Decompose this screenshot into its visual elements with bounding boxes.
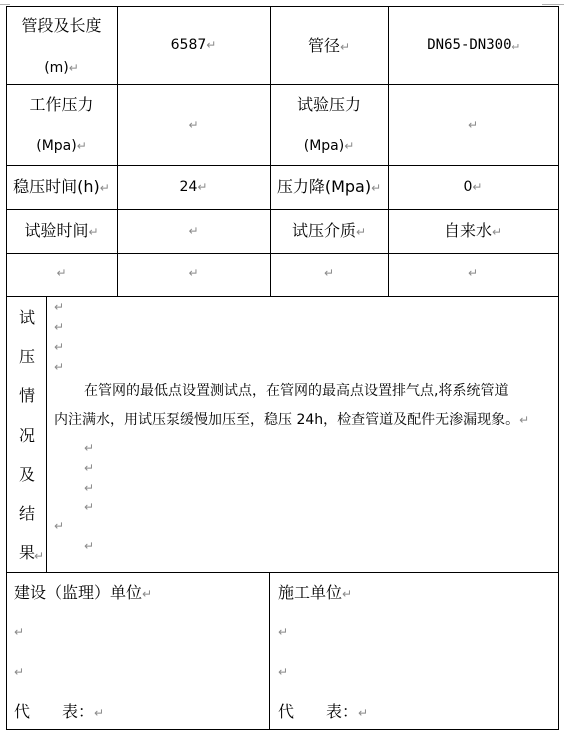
paragraph-mark: ↵: [14, 665, 25, 679]
working-pressure-label: 工作压力: [29, 95, 94, 114]
row-divider: [6, 165, 559, 166]
paragraph-mark: ↵: [84, 481, 95, 495]
paragraph-mark: ↵: [84, 441, 95, 455]
empty-cell: ↵: [323, 266, 335, 280]
row-divider: [6, 209, 559, 210]
left-representative-label: 代 表：↵: [14, 702, 105, 721]
result-label-char: 果: [18, 543, 35, 562]
test-pressure-unit: (Mpa)↵: [303, 138, 355, 154]
table-border-right: [558, 6, 559, 730]
construction-supervision-unit-title: 建设（监理）单位↵: [14, 583, 153, 602]
table-border-left: [6, 6, 7, 730]
paragraph-mark: ↵: [54, 340, 65, 354]
paragraph-mark: ↵: [54, 519, 65, 533]
page-corner-mark: [542, 4, 564, 5]
row-divider: [6, 296, 559, 297]
row-divider: [6, 572, 559, 573]
test-pressure-label: 试验压力: [296, 95, 361, 114]
empty-cell: ↵: [56, 266, 67, 280]
result-label-char: 及: [18, 465, 35, 484]
paragraph-mark: ↵: [84, 500, 95, 514]
test-result-paragraph: [54, 377, 558, 435]
paragraph-line: 内注满水，用试压泵缓慢加压至，稳压 24h，检查管道及配件无渗漏现象。↵: [54, 412, 530, 428]
pressure-drop-value: 0↵: [463, 179, 483, 195]
result-label-char: 试: [18, 308, 35, 327]
paragraph-mark: ↵: [84, 461, 95, 475]
paragraph-mark: ↵: [54, 300, 65, 314]
test-medium-value: 自来水↵: [443, 221, 503, 240]
row-divider: [6, 84, 559, 85]
stabilization-time-label: 稳压时间(h)↵: [13, 177, 110, 196]
pipe-section-label: 管段及长度: [21, 16, 102, 35]
signature-divider: [269, 572, 270, 730]
pipe-section-unit: (m)↵: [44, 60, 79, 76]
paragraph-mark: ↵: [54, 360, 65, 374]
working-pressure-value: ↵: [188, 118, 199, 132]
test-time-label: 试验时间↵: [24, 221, 99, 240]
paragraph-mark: ↵: [84, 539, 95, 553]
right-representative-label: 代 表：↵: [278, 702, 369, 721]
result-label-divider: [46, 296, 47, 573]
stabilization-time-value: 24↵: [179, 179, 208, 195]
test-time-value: ↵: [188, 224, 199, 238]
page-corner-mark: [0, 4, 10, 5]
pipe-length-value: 6587↵: [170, 37, 217, 53]
result-label-char: 情: [18, 386, 35, 405]
table-border-top: [6, 6, 559, 7]
row-divider: [6, 253, 559, 254]
pressure-drop-label: 压力降(Mpa)↵: [276, 177, 382, 196]
paragraph-line: 在管网的最低点设置测试点，在管网的最高点设置排气点,将系统管道: [84, 383, 509, 399]
result-label-char: 压: [18, 347, 35, 366]
empty-cell: ↵: [188, 266, 199, 280]
paragraph-mark: ↵: [278, 625, 289, 639]
result-label-char: 结: [18, 504, 35, 523]
pipe-diameter-label: 管径↵: [307, 36, 351, 55]
paragraph-mark: ↵: [14, 625, 25, 639]
paragraph-mark: ↵: [34, 549, 45, 563]
pipe-diameter-value: DN65-DN300↵: [427, 37, 519, 53]
result-label-char: 况: [18, 426, 35, 445]
construction-unit-title: 施工单位↵: [278, 583, 353, 602]
working-pressure-unit: (Mpa)↵: [36, 138, 87, 154]
test-medium-label: 试压介质↵: [291, 221, 367, 240]
paragraph-mark: ↵: [278, 665, 289, 679]
table-border-bottom: [6, 729, 559, 730]
paragraph-mark: ↵: [54, 320, 65, 334]
test-pressure-value: ↵: [467, 118, 479, 132]
empty-cell: ↵: [467, 266, 479, 280]
